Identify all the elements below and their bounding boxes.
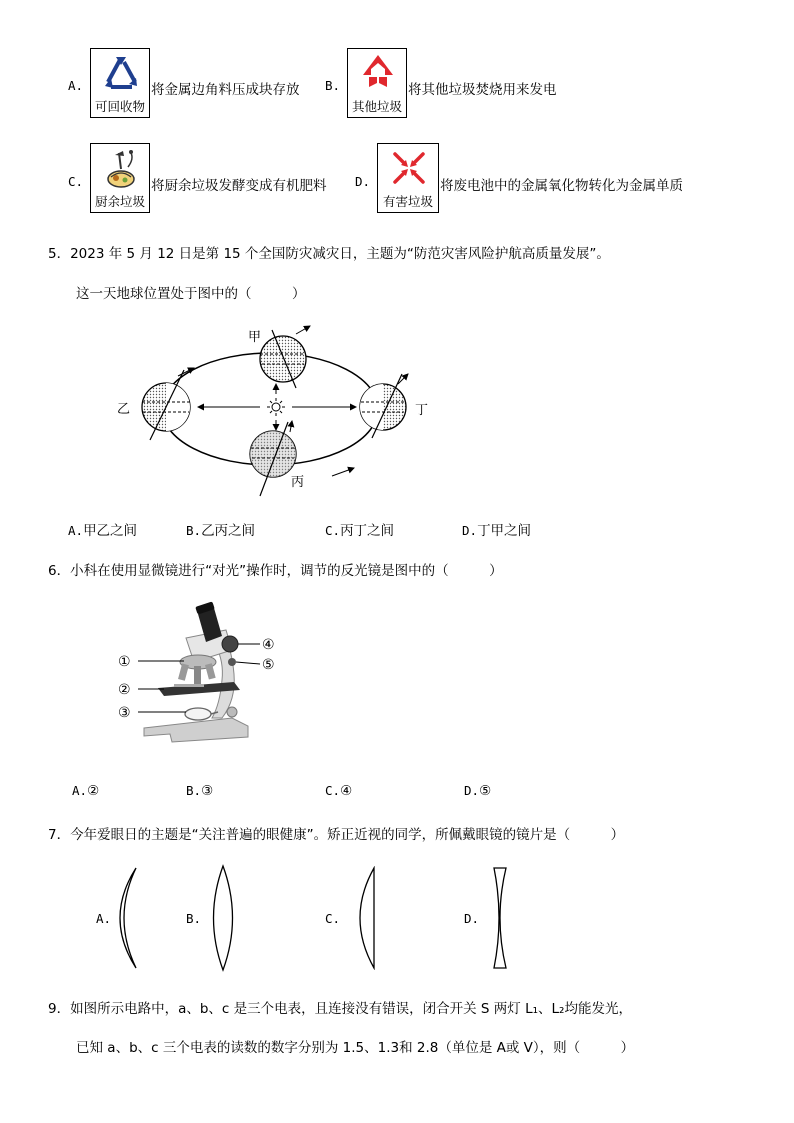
option-text: 乙丙之间 [201,523,256,539]
q9-stem-line1: 9．如图所示电路中，a、b、c 是三个电表，且连接没有错误，闭合开关 S 两灯 L₁、L₂均能发光， [48,1001,632,1017]
option-text: ④ [340,783,353,799]
option-letter: D. [355,174,371,189]
q5-option-d[interactable] [462,519,531,539]
option-letter: A. [96,911,112,926]
earth-orbit-figure [110,318,430,500]
lens-b-biconvex [206,864,240,972]
label-3: ③ [118,705,131,721]
bin-label: 可回收物 [94,99,145,114]
microscope-base [144,718,248,742]
label-jia: 甲 [248,330,262,345]
option-letter: C. [325,783,341,798]
hazardous-waste-icon [389,148,429,188]
q6-option-d[interactable] [464,783,491,799]
lens-d-concave [490,866,520,970]
recycle-icon [102,53,140,93]
q6-option-b[interactable] [186,783,213,799]
sun-icon [267,398,285,416]
label-4: ④ [262,637,275,653]
q9-stem-line2: 已知 a、b、c 三个电表的读数的数字分别为 1.5、1.3和 2.8（单位是 A或 V），则（ ） [76,1040,635,1056]
option-letter: A. [68,523,84,538]
option-text: 甲乙之间 [83,523,138,539]
microscope-figure [114,600,314,750]
bin-label: 其他垃圾 [351,99,402,114]
option-letter: B. [186,523,202,538]
option-text: 将废电池中的金属氧化物转化为金属单质 [440,178,683,194]
earth-bing [250,421,296,496]
q5-option-b[interactable] [186,519,255,539]
kitchen-waste-icon [101,147,141,191]
option-text: ③ [201,783,214,799]
option-text: 将厨余垃圾发酵变成有机肥料 [151,178,327,194]
q5-option-c[interactable] [325,519,394,539]
q5-stem-line1: 5．2023 年 5 月 12 日是第 15 个全国防灾减灾日，主题为“防范灾害风险护航高质量发展”。 [48,246,610,262]
option-letter: D. [464,783,480,798]
option-text: 将金属边角料压成块存放 [151,82,300,98]
q6-stem: 6．小科在使用显微镜进行“对光”操作时，调节的反光镜是图中的（ ） [48,563,503,579]
lens-a-concavo-convex [110,866,140,970]
label-5: ⑤ [262,657,275,673]
option-text: 丙丁之间 [340,523,395,539]
earth-yi [142,368,194,440]
bin-label: 有害垃圾 [382,194,433,209]
coarse-focus-knob [222,636,238,652]
lens-c-plano-convex [354,866,380,970]
option-letter: A. [68,78,84,93]
kitchen-waste-bin-sign [90,143,150,213]
reflector-mirror [185,708,211,720]
orbit-direction-arrow [332,468,354,476]
option-text: 丁甲之间 [477,523,532,539]
earth-jia [260,326,310,388]
option-letter: C. [325,911,341,926]
q6-option-c[interactable] [325,783,352,799]
option-letter: B. [186,783,202,798]
option-text: ⑤ [479,783,492,799]
option-letter: A. [72,783,88,798]
label-bing: 丙 [291,475,305,490]
label-2: ② [118,682,131,698]
option-letter: D. [462,523,478,538]
option-letter: D. [464,911,480,926]
option-letter: C. [325,523,341,538]
label-ding: 丁 [415,403,429,418]
hazardous-waste-bin-sign [377,143,439,213]
q7-stem: 7．今年爱眼日的主题是“关注普遍的眼健康”。矫正近视的同学，所佩戴眼镜的镜片是（ ） [48,827,625,843]
label-yi: 乙 [117,402,131,417]
option-text: 将其他垃圾焚烧用来发电 [408,82,557,98]
recyclable-bin-sign [90,48,150,118]
q6-option-a[interactable] [72,783,99,799]
fine-focus-knob [228,658,236,666]
q5-option-a[interactable] [68,519,137,539]
other-waste-bin-sign [347,48,407,118]
q5-stem-line2: 这一天地球位置处于图中的（ ） [76,286,306,302]
option-letter: B. [325,78,341,93]
other-waste-icon [359,53,397,93]
option-letter: B. [186,911,202,926]
label-1: ① [118,654,131,670]
option-text: ② [87,783,100,799]
bin-label: 厨余垃圾 [94,194,145,209]
option-letter: C. [68,174,84,189]
